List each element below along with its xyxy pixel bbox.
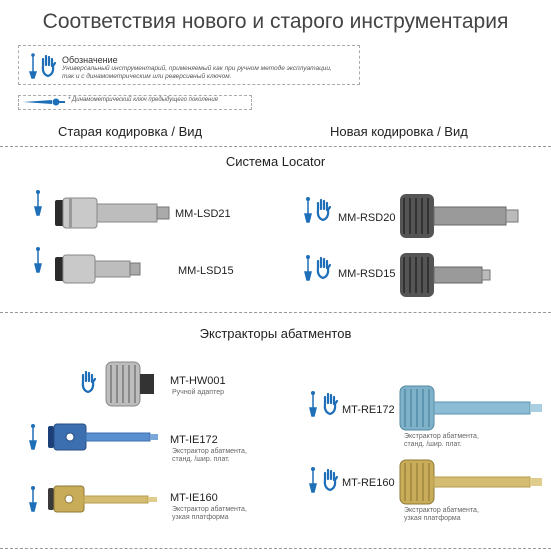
locator-driver-image bbox=[400, 194, 525, 238]
desc-mt-re172 bbox=[404, 433, 479, 449]
divider bbox=[0, 548, 551, 549]
hand-icon bbox=[315, 256, 331, 280]
legend-description-line-1: Универсальный инструментарий, применяемый как при ручном методе эксплуатации, bbox=[62, 65, 332, 72]
code-mt-ie172: MT-IE172 bbox=[170, 434, 218, 446]
teal-extractor-image bbox=[400, 386, 545, 430]
legend-description-line-2: так и с динамометрическим или реверсивный ключом. bbox=[62, 73, 232, 80]
hand-icon bbox=[80, 370, 96, 394]
hand-icon bbox=[40, 54, 56, 78]
torque-wrench-icon bbox=[33, 189, 43, 217]
page-title: Соответствия нового и старого инструментария bbox=[42, 10, 509, 33]
old-torque-wrench-icon bbox=[22, 98, 66, 106]
section-extractors-title: Экстракторы абатментов bbox=[199, 326, 352, 341]
hand-icon bbox=[315, 198, 331, 222]
divider bbox=[0, 146, 551, 147]
legend-title: Обозначение bbox=[62, 55, 118, 65]
locator-tool-image bbox=[55, 254, 145, 284]
wrench-note: * Динамометрический ключ предыдущего поколения bbox=[68, 97, 218, 103]
torque-wrench-icon bbox=[28, 485, 38, 513]
torque-wrench-icon bbox=[303, 254, 313, 282]
desc-line: Экстрактор абатмента, bbox=[404, 433, 479, 440]
column-old: Старая кодировка / Вид bbox=[58, 124, 203, 139]
desc-line: Экстрактор абатмента, bbox=[172, 506, 247, 513]
section-locator-title: Система Locator bbox=[225, 154, 326, 169]
desc-line: Экстрактор абатмента, bbox=[172, 448, 247, 455]
torque-wrench-icon bbox=[33, 246, 43, 274]
desc-mt-ie172 bbox=[172, 448, 247, 464]
desc-line: станд. /шир. плат. bbox=[404, 441, 462, 448]
hand-icon bbox=[322, 392, 338, 416]
code-mm-rsd20: MM-RSD20 bbox=[338, 212, 396, 224]
locator-driver-image bbox=[400, 253, 495, 297]
desc-line: узкая платформа bbox=[172, 514, 229, 521]
code-mt-hw001: MT-HW001 bbox=[170, 375, 226, 387]
blue-extractor-image bbox=[48, 424, 160, 450]
torque-wrench-icon bbox=[308, 390, 318, 418]
legend-description bbox=[62, 65, 352, 81]
locator-tool-image bbox=[55, 196, 175, 230]
hand-adapter-image bbox=[106, 362, 158, 406]
code-mt-re160: MT-RE160 bbox=[342, 477, 395, 489]
code-mt-ie160: MT-IE160 bbox=[170, 492, 218, 504]
column-new: Новая кодировка / Вид bbox=[330, 124, 468, 139]
desc-mt-re160 bbox=[404, 507, 479, 523]
code-mm-lsd15: MM-LSD15 bbox=[178, 265, 234, 277]
torque-wrench-icon bbox=[308, 466, 318, 494]
gold-extractor-image bbox=[48, 486, 160, 512]
code-mm-lsd21: MM-LSD21 bbox=[175, 208, 231, 220]
torque-wrench-icon bbox=[303, 196, 313, 224]
gold-extractor-image bbox=[400, 460, 545, 504]
code-mt-re172: MT-RE172 bbox=[342, 404, 395, 416]
torque-wrench-icon bbox=[28, 423, 38, 451]
hand-icon bbox=[322, 468, 338, 492]
desc-line: станд. /шир. плат. bbox=[172, 456, 230, 463]
torque-wrench-icon bbox=[27, 52, 39, 80]
divider bbox=[0, 312, 551, 313]
desc-mt-hw001: Ручной адаптер bbox=[172, 389, 225, 396]
desc-line: Экстрактор абатмента, bbox=[404, 507, 479, 514]
desc-line: узкая платформа bbox=[404, 515, 461, 522]
code-mm-rsd15: MM-RSD15 bbox=[338, 268, 396, 280]
desc-mt-ie160 bbox=[172, 506, 247, 522]
